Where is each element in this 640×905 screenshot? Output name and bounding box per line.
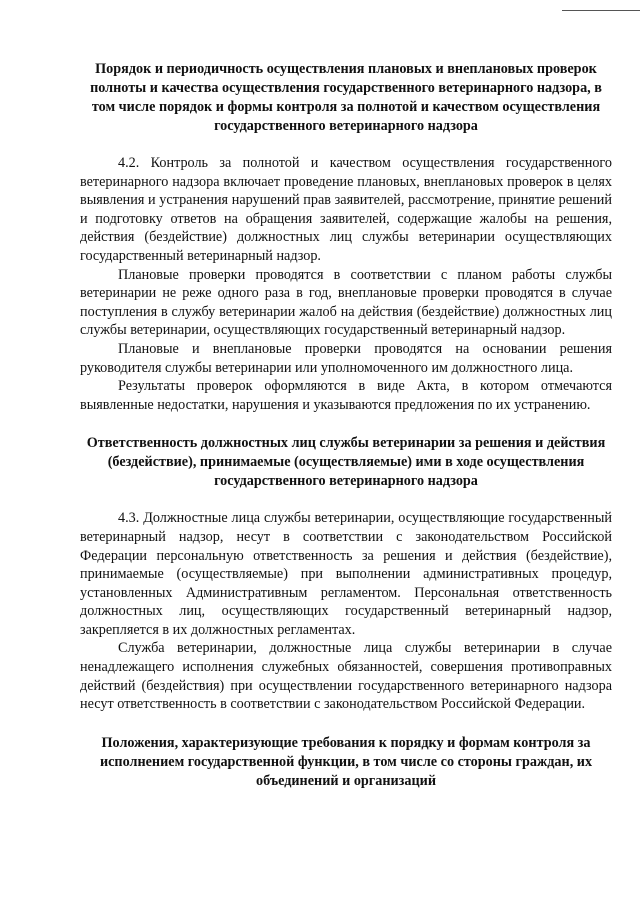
paragraph-inspection-basis: Плановые и внеплановые проверки проводятся на основании решения руководителя службы ветеринарии или уполномоченного им должностного лица. — [80, 340, 612, 376]
paragraph-inspection-results: Результаты проверок оформляются в виде Акта, в котором отмечаются выявленные недостатки, нарушения и указываются предложения по их устранению. — [80, 378, 612, 413]
paragraph-4-3: 4.3. Должностные лица службы ветеринарии, осуществляющие государственный ветеринарный надзор, несут в соответствии с законодательством Российской Федерации персональную ответственность за решения и действия (бездействие), принимаемые (осуществляемые) при выполнении административных процедур, установленных Административным регламентом. Персональная ответственность должностных лиц, осуществляющих государственный ветеринарный надзор, закрепляется в их должностных регламентах. — [80, 510, 612, 638]
document-page — [80, 60, 612, 791]
section-heading-inspection-procedure: Порядок и периодичность осуществления плановых и внеплановых проверок полноты и качества осуществления государственного ветеринарного надзора, в том числе порядок и формы контроля за полнотой и качеством осуществления государственного ветеринарного надзора — [90, 61, 602, 134]
section-heading-officials-responsibility: Ответственность должностных лиц службы ветеринарии за решения и действия (бездействие), принимаемые (осуществляемые) ими в ходе осуществления государственного ветеринарного надзора — [86, 435, 606, 490]
paragraph-planned-inspections: Плановые проверки проводятся в соответствии с планом работы службы ветеринарии не реже одного раза в год, внеплановые проверки проводятся в случае поступления в службу ветеринарии жалоб на действия (бездействие) должностных лиц службы ветеринарии, осуществляющих государственный ветеринарный надзор. — [80, 266, 612, 339]
paragraph-service-liability: Служба ветеринарии, должностные лица службы ветеринарии в случае ненадлежащего исполнения служебных обязанностей, совершения противоправных действий (бездействия) при осуществлении государственного ветеринарного надзора несут ответственность в соответствии с законодательством Российской Федерации. — [80, 640, 612, 713]
section-heading-control-requirements: Положения, характеризующие требования к порядку и формам контроля за исполнением государственной функции, в том числе со стороны граждан, их объединений и организаций — [99, 734, 593, 789]
paragraph-4-2: 4.2. Контроль за полнотой и качеством осуществления государственного ветеринарного надзора включает проведение плановых, внеплановых проверок в целях выявления и устранения нарушений прав заявителей, рассмотрение, принятие решений и подготовку ответов на обращения заявителей, содержащие жалобы на решения, действия (бездействие) должностных лиц службы ветеринарии осуществляющих государственный ветеринарный надзор. — [80, 155, 612, 264]
page-corner-mark — [562, 0, 640, 11]
